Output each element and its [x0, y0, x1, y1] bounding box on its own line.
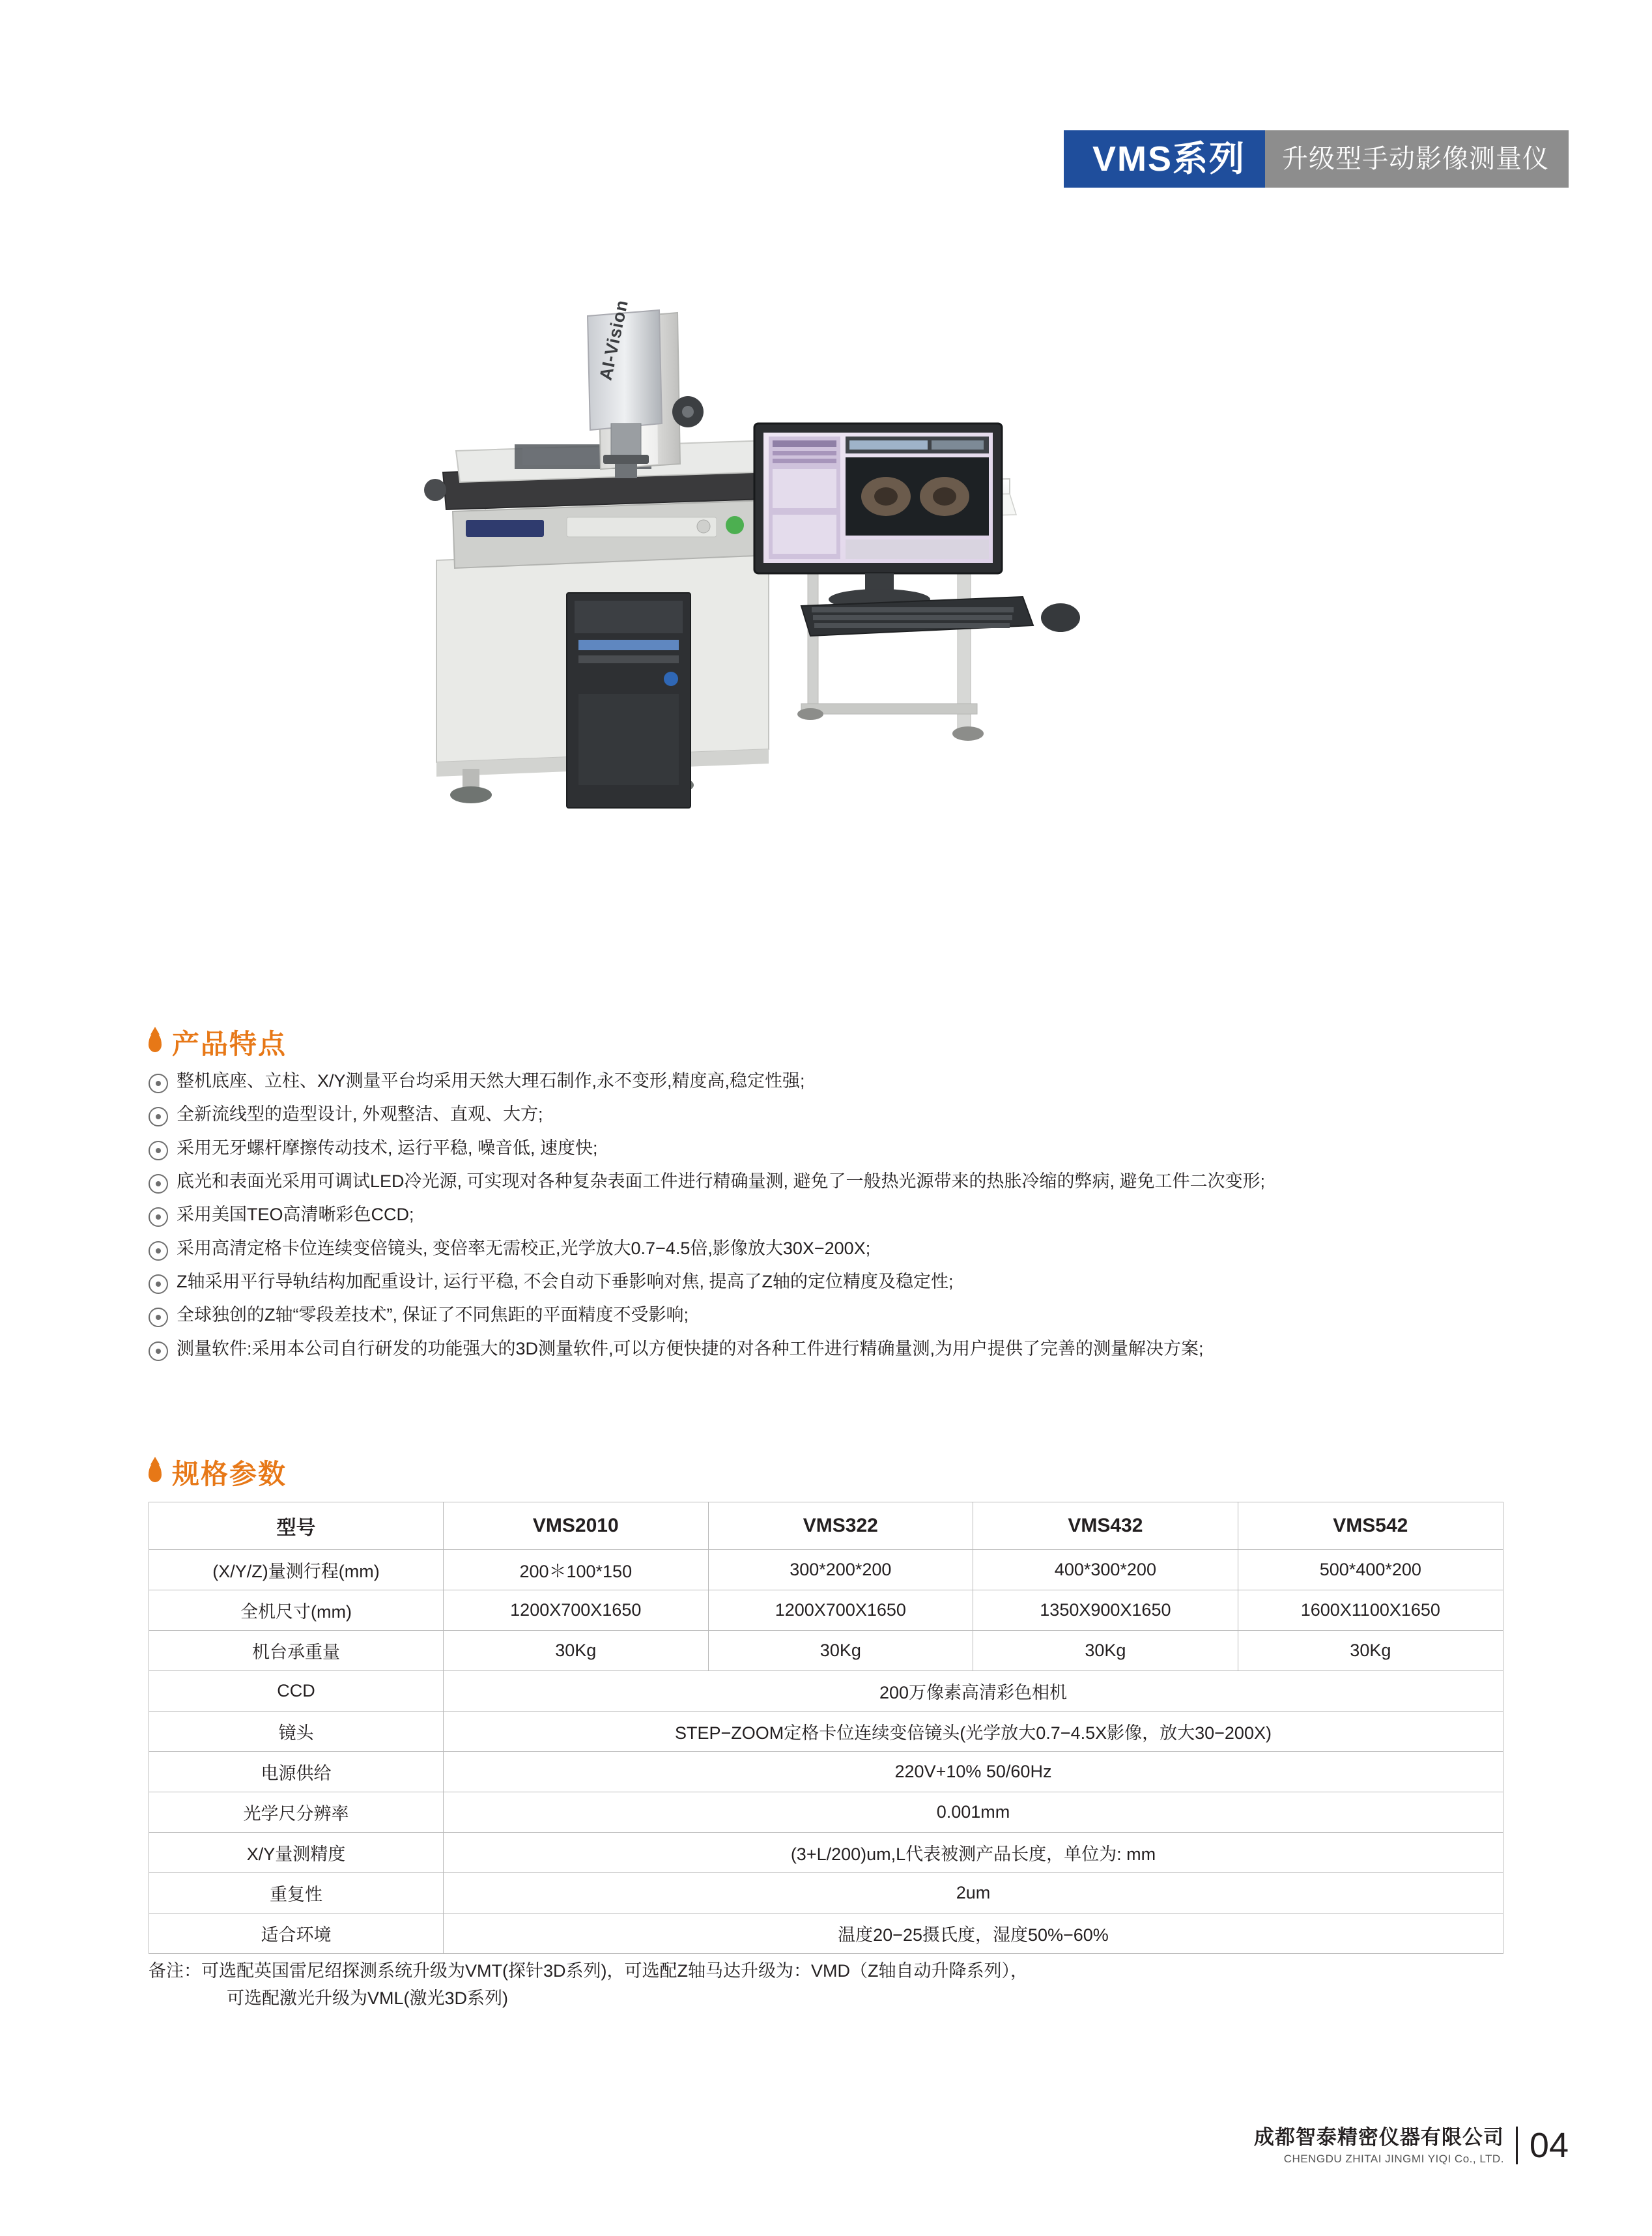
cell-value: 400*300*200: [973, 1550, 1238, 1590]
row-label: X/Y量测精度: [149, 1833, 444, 1873]
cell-value: 1200X700X1650: [443, 1590, 708, 1631]
table-row: [149, 1631, 1503, 1671]
cell-value: 500*400*200: [1238, 1550, 1503, 1590]
feature-text: 测量软件:采用本公司自行研发的功能强大的3D测量软件,可以方便快捷的对各种工件进行精确量测,为用户提供了完善的测量解决方案;: [177, 1338, 1204, 1358]
table-row: [149, 1792, 1503, 1833]
row-label: 适合环境: [149, 1914, 444, 1954]
drop-icon: [149, 1033, 162, 1052]
row-label: 镜头: [149, 1712, 444, 1752]
table-row: [149, 1550, 1503, 1590]
note-line-1: 备注：可选配英国雷尼绍探测系统升级为VMT(探针3D系列)，可选配Z轴马达升级为：VMD（Z轴自动升降系列），: [149, 1961, 1028, 1981]
company-name-cn: 成都智泰精密仪器有限公司: [1253, 2126, 1504, 2149]
row-label: 重复性: [149, 1873, 444, 1914]
bullet-icon: [149, 1241, 168, 1261]
product-series-title: VMS系列: [1064, 130, 1265, 188]
list-item: [149, 1302, 1569, 1327]
specs-note: [149, 1958, 1517, 2013]
cell-value: 30Kg: [443, 1631, 708, 1671]
bullet-icon: [149, 1074, 168, 1093]
list-item: [149, 1336, 1569, 1361]
features-list: [149, 1068, 1569, 1369]
cell-value: STEP−ZOOM定格卡位连续变倍镜头(光学放大0.7−4.5X影像，放大30−200X): [443, 1712, 1503, 1752]
cell-value: 220V+10% 50/60Hz: [443, 1752, 1503, 1792]
bullet-icon: [149, 1341, 168, 1361]
cell-value: 0.001mm: [443, 1792, 1503, 1833]
list-item: [149, 1202, 1569, 1227]
feature-text: 全球独创的Z轴“零段差技术”, 保证了不同焦距的平面精度不受影响;: [177, 1305, 689, 1325]
row-label: (X/Y/Z)量测行程(mm): [149, 1550, 444, 1590]
row-label: 光学尺分辨率: [149, 1792, 444, 1833]
feature-text: Z轴采用平行导轨结构加配重设计, 运行平稳, 不会自动下垂影响对焦, 提高了Z轴的定位精度及稳定性;: [177, 1271, 954, 1291]
page-header-banner: [1064, 130, 1569, 188]
note-line-2: 可选配激光升级为VML(激光3D系列): [227, 1988, 509, 2008]
row-label: CCD: [149, 1671, 444, 1712]
page-footer: [1254, 2125, 1569, 2166]
product-photo: [352, 208, 1199, 958]
list-item: [149, 1236, 1569, 1261]
product-subtitle: 升级型手动影像测量仪: [1265, 130, 1569, 188]
column-header-vms2010: VMS2010: [443, 1502, 708, 1550]
bullet-icon: [149, 1141, 168, 1160]
column-header-model: 型号: [149, 1502, 444, 1550]
bullet-icon: [149, 1274, 168, 1294]
list-item: [149, 1169, 1569, 1194]
cell-value: 30Kg: [1238, 1631, 1503, 1671]
table-row: [149, 1752, 1503, 1792]
features-title-text: 产品特点: [172, 1029, 287, 1059]
cell-value: 200＊100*150: [443, 1550, 708, 1590]
row-label: 机台承重量: [149, 1631, 444, 1671]
cell-value: 温度20−25摄氏度，湿度50%−60%: [443, 1914, 1503, 1954]
table-row: [149, 1712, 1503, 1752]
cell-value: 1200X700X1650: [708, 1590, 973, 1631]
company-name-en: CHENGDU ZHITAI JINGMI YIQI Co., LTD.: [1283, 2152, 1504, 2165]
cell-value: 1600X1100X1650: [1238, 1590, 1503, 1631]
company-info: [1254, 2125, 1504, 2166]
drop-icon: [149, 1463, 162, 1482]
list-item: [149, 1136, 1569, 1160]
feature-text: 采用无牙螺杆摩擦传动技术, 运行平稳, 噪音低, 速度快;: [177, 1138, 598, 1158]
cell-value: 30Kg: [708, 1631, 973, 1671]
specs-table: [149, 1502, 1503, 1954]
table-row: [149, 1671, 1503, 1712]
features-section-title: [149, 1023, 287, 1062]
bullet-icon: [149, 1308, 168, 1327]
table-row: [149, 1914, 1503, 1954]
row-label: 全机尺寸(mm): [149, 1590, 444, 1631]
cell-value: (3+L/200)um,L代表被测产品长度，单位为: mm: [443, 1833, 1503, 1873]
table-row: [149, 1590, 1503, 1631]
table-header-row: [149, 1502, 1503, 1550]
page-number: 04: [1529, 2126, 1569, 2166]
cell-value: 2um: [443, 1873, 1503, 1914]
cell-value: 1350X900X1650: [973, 1590, 1238, 1631]
bullet-icon: [149, 1174, 168, 1194]
cell-value: 30Kg: [973, 1631, 1238, 1671]
feature-text: 整机底座、立柱、X/Y测量平台均采用天然大理石制作,永不变形,精度高,稳定性强;: [177, 1071, 805, 1091]
footer-divider: [1516, 2127, 1518, 2164]
bullet-icon: [149, 1207, 168, 1227]
specs-title-text: 规格参数: [172, 1459, 287, 1489]
column-header-vms322: VMS322: [708, 1502, 973, 1550]
feature-text: 采用美国TEO高清晰彩色CCD;: [177, 1205, 414, 1225]
feature-text: 全新流线型的造型设计, 外观整洁、直观、大方;: [177, 1104, 543, 1125]
row-label: 电源供给: [149, 1752, 444, 1792]
specs-section-title: [149, 1453, 287, 1492]
product-photo-illustration: [352, 208, 1199, 958]
bullet-icon: [149, 1107, 168, 1126]
feature-text: 底光和表面光采用可调试LED冷光源, 可实现对各种复杂表面工件进行精确量测, 避免了一般热光源带来的热胀冷缩的弊病, 避免工件二次变形;: [177, 1171, 1266, 1191]
feature-text: 采用高清定格卡位连续变倍镜头, 变倍率无需校正,光学放大0.7−4.5倍,影像放大30X−200X;: [177, 1238, 871, 1258]
table-row: [149, 1873, 1503, 1914]
column-header-vms542: VMS542: [1238, 1502, 1503, 1550]
list-item: [149, 1102, 1569, 1126]
cell-value: 200万像素高清彩色相机: [443, 1671, 1503, 1712]
list-item: [149, 1068, 1569, 1093]
table-row: [149, 1833, 1503, 1873]
column-header-vms432: VMS432: [973, 1502, 1238, 1550]
list-item: [149, 1269, 1569, 1294]
svg-text:AI-Vision: AI-Vision: [595, 298, 632, 382]
cell-value: 300*200*200: [708, 1550, 973, 1590]
